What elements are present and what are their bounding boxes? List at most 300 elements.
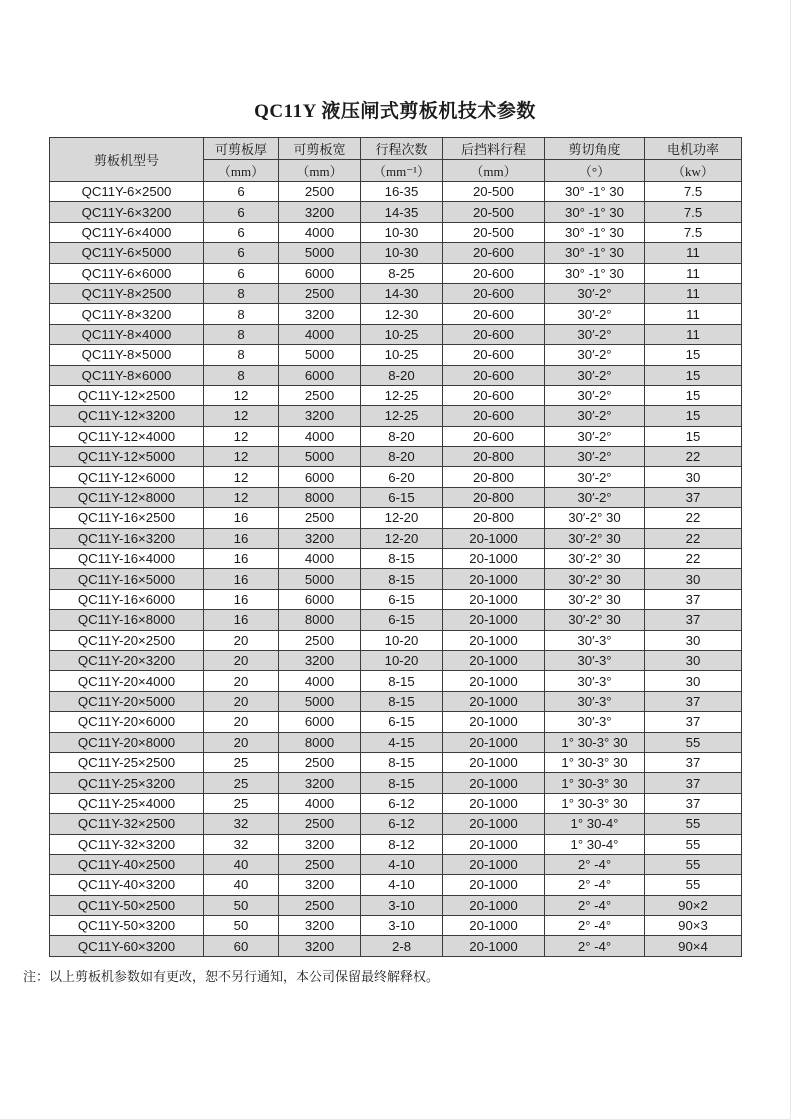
header-unit-width: （mm）	[279, 160, 361, 182]
table-header	[50, 138, 742, 182]
cell-backgauge: 20-1000	[443, 834, 545, 854]
cell-model: QC11Y-20×3200	[50, 650, 204, 670]
cell-width: 4000	[279, 671, 361, 691]
cell-width: 5000	[279, 243, 361, 263]
cell-angle: 1° 30-3° 30	[545, 773, 645, 793]
cell-backgauge: 20-600	[443, 385, 545, 405]
cell-strokes: 3-10	[361, 895, 443, 915]
cell-power: 90×3	[645, 916, 742, 936]
header-label-strokes: 行程次数	[361, 138, 443, 160]
cell-strokes: 12-30	[361, 304, 443, 324]
cell-strokes: 4-10	[361, 875, 443, 895]
cell-power: 11	[645, 243, 742, 263]
cell-angle: 30° -1° 30	[545, 202, 645, 222]
cell-angle: 2° -4°	[545, 936, 645, 956]
cell-model: QC11Y-8×2500	[50, 283, 204, 303]
cell-width: 3200	[279, 406, 361, 426]
cell-power: 55	[645, 732, 742, 752]
cell-backgauge: 20-1000	[443, 875, 545, 895]
cell-thickness: 32	[204, 814, 279, 834]
cell-power: 11	[645, 283, 742, 303]
cell-thickness: 6	[204, 222, 279, 242]
table-row	[50, 222, 742, 242]
cell-power: 30	[645, 569, 742, 589]
cell-angle: 30′-2°	[545, 487, 645, 507]
cell-strokes: 6-15	[361, 487, 443, 507]
cell-model: QC11Y-8×4000	[50, 324, 204, 344]
cell-thickness: 16	[204, 549, 279, 569]
cell-power: 30	[645, 671, 742, 691]
cell-thickness: 8	[204, 365, 279, 385]
cell-angle: 30° -1° 30	[545, 222, 645, 242]
cell-power: 55	[645, 834, 742, 854]
cell-strokes: 8-15	[361, 773, 443, 793]
cell-power: 55	[645, 875, 742, 895]
table-row	[50, 691, 742, 711]
cell-power: 55	[645, 814, 742, 834]
cell-model: QC11Y-12×3200	[50, 406, 204, 426]
cell-thickness: 40	[204, 875, 279, 895]
table-row	[50, 916, 742, 936]
cell-angle: 30′-2° 30	[545, 508, 645, 528]
cell-thickness: 12	[204, 487, 279, 507]
cell-angle: 30° -1° 30	[545, 243, 645, 263]
table-row	[50, 365, 742, 385]
cell-model: QC11Y-20×6000	[50, 712, 204, 732]
footnote: 注：以上剪板机参数如有更改，恕不另行通知，本公司保留最终解释权。	[23, 968, 440, 984]
cell-thickness: 8	[204, 345, 279, 365]
cell-power: 37	[645, 487, 742, 507]
cell-model: QC11Y-32×3200	[50, 834, 204, 854]
cell-strokes: 10-25	[361, 324, 443, 344]
cell-strokes: 8-15	[361, 691, 443, 711]
cell-backgauge: 20-600	[443, 263, 545, 283]
cell-strokes: 8-15	[361, 752, 443, 772]
cell-power: 15	[645, 365, 742, 385]
table-row	[50, 854, 742, 874]
cell-angle: 30′-2° 30	[545, 589, 645, 609]
cell-model: QC11Y-16×5000	[50, 569, 204, 589]
cell-width: 2500	[279, 814, 361, 834]
cell-strokes: 6-12	[361, 814, 443, 834]
table-row	[50, 732, 742, 752]
cell-model: QC11Y-40×2500	[50, 854, 204, 874]
table-row	[50, 528, 742, 548]
cell-power: 22	[645, 528, 742, 548]
cell-backgauge: 20-1000	[443, 691, 545, 711]
cell-angle: 30′-2°	[545, 283, 645, 303]
cell-width: 4000	[279, 426, 361, 446]
table-row	[50, 243, 742, 263]
cell-angle: 1° 30-3° 30	[545, 793, 645, 813]
spec-table	[49, 137, 742, 957]
cell-thickness: 6	[204, 263, 279, 283]
cell-width: 3200	[279, 202, 361, 222]
cell-thickness: 60	[204, 936, 279, 956]
cell-angle: 30′-2° 30	[545, 569, 645, 589]
table-row	[50, 834, 742, 854]
cell-strokes: 10-30	[361, 222, 443, 242]
cell-strokes: 3-10	[361, 916, 443, 936]
table-row	[50, 630, 742, 650]
cell-angle: 30′-3°	[545, 691, 645, 711]
cell-width: 4000	[279, 324, 361, 344]
cell-angle: 30′-2°	[545, 467, 645, 487]
cell-thickness: 40	[204, 854, 279, 874]
cell-thickness: 25	[204, 773, 279, 793]
cell-model: QC11Y-20×4000	[50, 671, 204, 691]
cell-backgauge: 20-1000	[443, 732, 545, 752]
cell-strokes: 10-25	[361, 345, 443, 365]
cell-power: 55	[645, 854, 742, 874]
cell-backgauge: 20-1000	[443, 793, 545, 813]
table-row	[50, 569, 742, 589]
table-row	[50, 202, 742, 222]
table-row	[50, 712, 742, 732]
cell-strokes: 4-10	[361, 854, 443, 874]
cell-model: QC11Y-12×5000	[50, 447, 204, 467]
cell-width: 5000	[279, 569, 361, 589]
cell-strokes: 14-35	[361, 202, 443, 222]
cell-power: 90×4	[645, 936, 742, 956]
cell-width: 3200	[279, 936, 361, 956]
cell-model: QC11Y-16×6000	[50, 589, 204, 609]
cell-thickness: 20	[204, 691, 279, 711]
cell-width: 3200	[279, 304, 361, 324]
cell-thickness: 25	[204, 752, 279, 772]
cell-strokes: 6-15	[361, 589, 443, 609]
cell-model: QC11Y-12×8000	[50, 487, 204, 507]
cell-angle: 2° -4°	[545, 916, 645, 936]
cell-power: 22	[645, 447, 742, 467]
header-unit-thickness: （mm）	[204, 160, 279, 182]
cell-angle: 30′-2°	[545, 385, 645, 405]
cell-strokes: 10-20	[361, 630, 443, 650]
cell-power: 30	[645, 467, 742, 487]
cell-angle: 30′-2°	[545, 365, 645, 385]
cell-width: 3200	[279, 773, 361, 793]
cell-backgauge: 20-500	[443, 222, 545, 242]
cell-model: QC11Y-6×2500	[50, 182, 204, 202]
cell-model: QC11Y-12×4000	[50, 426, 204, 446]
cell-width: 3200	[279, 528, 361, 548]
cell-model: QC11Y-25×3200	[50, 773, 204, 793]
cell-strokes: 8-15	[361, 549, 443, 569]
cell-model: QC11Y-20×8000	[50, 732, 204, 752]
cell-thickness: 6	[204, 202, 279, 222]
cell-model: QC11Y-60×3200	[50, 936, 204, 956]
table-row	[50, 406, 742, 426]
cell-model: QC11Y-6×3200	[50, 202, 204, 222]
cell-width: 2500	[279, 283, 361, 303]
cell-strokes: 4-15	[361, 732, 443, 752]
cell-strokes: 8-25	[361, 263, 443, 283]
cell-strokes: 12-25	[361, 406, 443, 426]
cell-angle: 2° -4°	[545, 854, 645, 874]
cell-strokes: 8-20	[361, 426, 443, 446]
table-row	[50, 304, 742, 324]
table-row	[50, 773, 742, 793]
cell-backgauge: 20-600	[443, 243, 545, 263]
cell-power: 30	[645, 630, 742, 650]
header-label-power: 电机功率	[645, 138, 742, 160]
table-row	[50, 345, 742, 365]
cell-width: 3200	[279, 650, 361, 670]
table-row	[50, 283, 742, 303]
header-row-labels	[50, 138, 742, 160]
cell-model: QC11Y-8×6000	[50, 365, 204, 385]
cell-thickness: 8	[204, 324, 279, 344]
cell-strokes: 6-15	[361, 712, 443, 732]
cell-power: 37	[645, 691, 742, 711]
cell-strokes: 6-15	[361, 610, 443, 630]
cell-thickness: 8	[204, 304, 279, 324]
cell-model: QC11Y-6×5000	[50, 243, 204, 263]
cell-thickness: 50	[204, 895, 279, 915]
table-row	[50, 610, 742, 630]
header-label-width: 可剪板宽	[279, 138, 361, 160]
header-unit-backgauge: （mm）	[443, 160, 545, 182]
cell-thickness: 32	[204, 834, 279, 854]
cell-backgauge: 20-600	[443, 426, 545, 446]
cell-strokes: 8-20	[361, 365, 443, 385]
cell-backgauge: 20-800	[443, 467, 545, 487]
cell-backgauge: 20-1000	[443, 936, 545, 956]
cell-width: 6000	[279, 263, 361, 283]
table-row	[50, 182, 742, 202]
cell-backgauge: 20-600	[443, 283, 545, 303]
table-row	[50, 508, 742, 528]
table-row	[50, 671, 742, 691]
cell-strokes: 16-35	[361, 182, 443, 202]
cell-angle: 30′-2°	[545, 345, 645, 365]
cell-power: 15	[645, 385, 742, 405]
cell-width: 2500	[279, 182, 361, 202]
table-body	[50, 182, 742, 957]
cell-angle: 30′-3°	[545, 712, 645, 732]
cell-thickness: 20	[204, 732, 279, 752]
cell-power: 7.5	[645, 182, 742, 202]
cell-thickness: 8	[204, 283, 279, 303]
header-unit-strokes: （mm⁻¹）	[361, 160, 443, 182]
cell-model: QC11Y-8×5000	[50, 345, 204, 365]
table-row	[50, 263, 742, 283]
cell-power: 11	[645, 304, 742, 324]
cell-model: QC11Y-20×5000	[50, 691, 204, 711]
table-row	[50, 752, 742, 772]
cell-backgauge: 20-1000	[443, 610, 545, 630]
cell-power: 15	[645, 345, 742, 365]
cell-model: QC11Y-50×3200	[50, 916, 204, 936]
cell-strokes: 12-25	[361, 385, 443, 405]
cell-power: 11	[645, 324, 742, 344]
cell-width: 2500	[279, 385, 361, 405]
cell-thickness: 6	[204, 243, 279, 263]
cell-width: 3200	[279, 875, 361, 895]
cell-width: 3200	[279, 916, 361, 936]
cell-power: 15	[645, 426, 742, 446]
table-row	[50, 936, 742, 956]
cell-angle: 30′-2° 30	[545, 549, 645, 569]
cell-thickness: 20	[204, 671, 279, 691]
cell-backgauge: 20-1000	[443, 528, 545, 548]
cell-thickness: 50	[204, 916, 279, 936]
cell-angle: 1° 30-3° 30	[545, 732, 645, 752]
table-row	[50, 814, 742, 834]
cell-width: 3200	[279, 834, 361, 854]
cell-power: 37	[645, 589, 742, 609]
cell-thickness: 12	[204, 406, 279, 426]
cell-width: 6000	[279, 589, 361, 609]
header-unit-power: （kw）	[645, 160, 742, 182]
cell-backgauge: 20-1000	[443, 630, 545, 650]
page-title: QC11Y 液压闸式剪板机技术参数	[254, 101, 536, 122]
cell-angle: 1° 30-4°	[545, 834, 645, 854]
cell-thickness: 16	[204, 589, 279, 609]
cell-model: QC11Y-25×4000	[50, 793, 204, 813]
cell-backgauge: 20-1000	[443, 650, 545, 670]
cell-angle: 2° -4°	[545, 895, 645, 915]
cell-backgauge: 20-1000	[443, 854, 545, 874]
cell-thickness: 12	[204, 385, 279, 405]
cell-model: QC11Y-40×3200	[50, 875, 204, 895]
cell-width: 4000	[279, 793, 361, 813]
cell-thickness: 25	[204, 793, 279, 813]
cell-angle: 1° 30-4°	[545, 814, 645, 834]
cell-power: 30	[645, 650, 742, 670]
cell-thickness: 16	[204, 528, 279, 548]
cell-model: QC11Y-16×4000	[50, 549, 204, 569]
cell-model: QC11Y-16×2500	[50, 508, 204, 528]
cell-width: 2500	[279, 508, 361, 528]
cell-angle: 30′-2°	[545, 447, 645, 467]
header-label-backgauge: 后挡料行程	[443, 138, 545, 160]
cell-backgauge: 20-800	[443, 487, 545, 507]
cell-strokes: 6-12	[361, 793, 443, 813]
cell-thickness: 20	[204, 712, 279, 732]
cell-model: QC11Y-16×3200	[50, 528, 204, 548]
cell-model: QC11Y-6×4000	[50, 222, 204, 242]
cell-backgauge: 20-800	[443, 447, 545, 467]
cell-width: 5000	[279, 345, 361, 365]
cell-backgauge: 20-600	[443, 345, 545, 365]
cell-width: 8000	[279, 610, 361, 630]
header-label-angle: 剪切角度	[545, 138, 645, 160]
cell-angle: 30′-3°	[545, 650, 645, 670]
table-row	[50, 426, 742, 446]
cell-power: 22	[645, 549, 742, 569]
cell-strokes: 10-20	[361, 650, 443, 670]
cell-width: 2500	[279, 854, 361, 874]
cell-backgauge: 20-1000	[443, 752, 545, 772]
cell-power: 11	[645, 263, 742, 283]
cell-angle: 30′-2°	[545, 324, 645, 344]
cell-thickness: 20	[204, 650, 279, 670]
cell-power: 37	[645, 610, 742, 630]
cell-model: QC11Y-12×6000	[50, 467, 204, 487]
cell-backgauge: 20-1000	[443, 589, 545, 609]
cell-backgauge: 20-600	[443, 406, 545, 426]
cell-angle: 30′-2°	[545, 406, 645, 426]
cell-angle: 30′-3°	[545, 671, 645, 691]
cell-thickness: 20	[204, 630, 279, 650]
cell-angle: 1° 30-3° 30	[545, 752, 645, 772]
cell-power: 37	[645, 752, 742, 772]
cell-power: 7.5	[645, 202, 742, 222]
cell-backgauge: 20-800	[443, 508, 545, 528]
cell-thickness: 16	[204, 569, 279, 589]
cell-strokes: 2-8	[361, 936, 443, 956]
cell-strokes: 6-20	[361, 467, 443, 487]
cell-backgauge: 20-1000	[443, 814, 545, 834]
cell-backgauge: 20-1000	[443, 549, 545, 569]
cell-power: 37	[645, 793, 742, 813]
cell-width: 5000	[279, 691, 361, 711]
cell-backgauge: 20-500	[443, 182, 545, 202]
cell-strokes: 14-30	[361, 283, 443, 303]
cell-strokes: 12-20	[361, 508, 443, 528]
header-model: 剪板机型号	[50, 138, 204, 182]
cell-thickness: 12	[204, 447, 279, 467]
cell-width: 8000	[279, 487, 361, 507]
cell-strokes: 8-20	[361, 447, 443, 467]
cell-power: 90×2	[645, 895, 742, 915]
cell-width: 2500	[279, 895, 361, 915]
cell-backgauge: 20-1000	[443, 773, 545, 793]
cell-model: QC11Y-16×8000	[50, 610, 204, 630]
cell-power: 37	[645, 773, 742, 793]
cell-thickness: 6	[204, 182, 279, 202]
header-label-thickness: 可剪板厚	[204, 138, 279, 160]
cell-width: 5000	[279, 447, 361, 467]
cell-power: 7.5	[645, 222, 742, 242]
table-row	[50, 324, 742, 344]
table-row	[50, 895, 742, 915]
cell-backgauge: 20-1000	[443, 916, 545, 936]
cell-width: 2500	[279, 752, 361, 772]
cell-width: 6000	[279, 467, 361, 487]
cell-backgauge: 20-600	[443, 365, 545, 385]
table-row	[50, 467, 742, 487]
cell-model: QC11Y-20×2500	[50, 630, 204, 650]
cell-angle: 30′-3°	[545, 630, 645, 650]
header-unit-angle: （°）	[545, 160, 645, 182]
cell-backgauge: 20-1000	[443, 671, 545, 691]
cell-thickness: 12	[204, 467, 279, 487]
cell-backgauge: 20-600	[443, 304, 545, 324]
cell-power: 37	[645, 712, 742, 732]
cell-thickness: 16	[204, 508, 279, 528]
cell-model: QC11Y-32×2500	[50, 814, 204, 834]
cell-strokes: 10-30	[361, 243, 443, 263]
table-row	[50, 875, 742, 895]
cell-angle: 2° -4°	[545, 875, 645, 895]
cell-angle: 30′-2°	[545, 426, 645, 446]
cell-width: 8000	[279, 732, 361, 752]
cell-angle: 30° -1° 30	[545, 263, 645, 283]
cell-strokes: 8-12	[361, 834, 443, 854]
cell-angle: 30′-2°	[545, 304, 645, 324]
cell-width: 6000	[279, 712, 361, 732]
table-row	[50, 447, 742, 467]
cell-power: 15	[645, 406, 742, 426]
cell-angle: 30′-2° 30	[545, 528, 645, 548]
cell-model: QC11Y-8×3200	[50, 304, 204, 324]
cell-model: QC11Y-50×2500	[50, 895, 204, 915]
cell-strokes: 12-20	[361, 528, 443, 548]
cell-width: 4000	[279, 549, 361, 569]
cell-angle: 30′-2° 30	[545, 610, 645, 630]
